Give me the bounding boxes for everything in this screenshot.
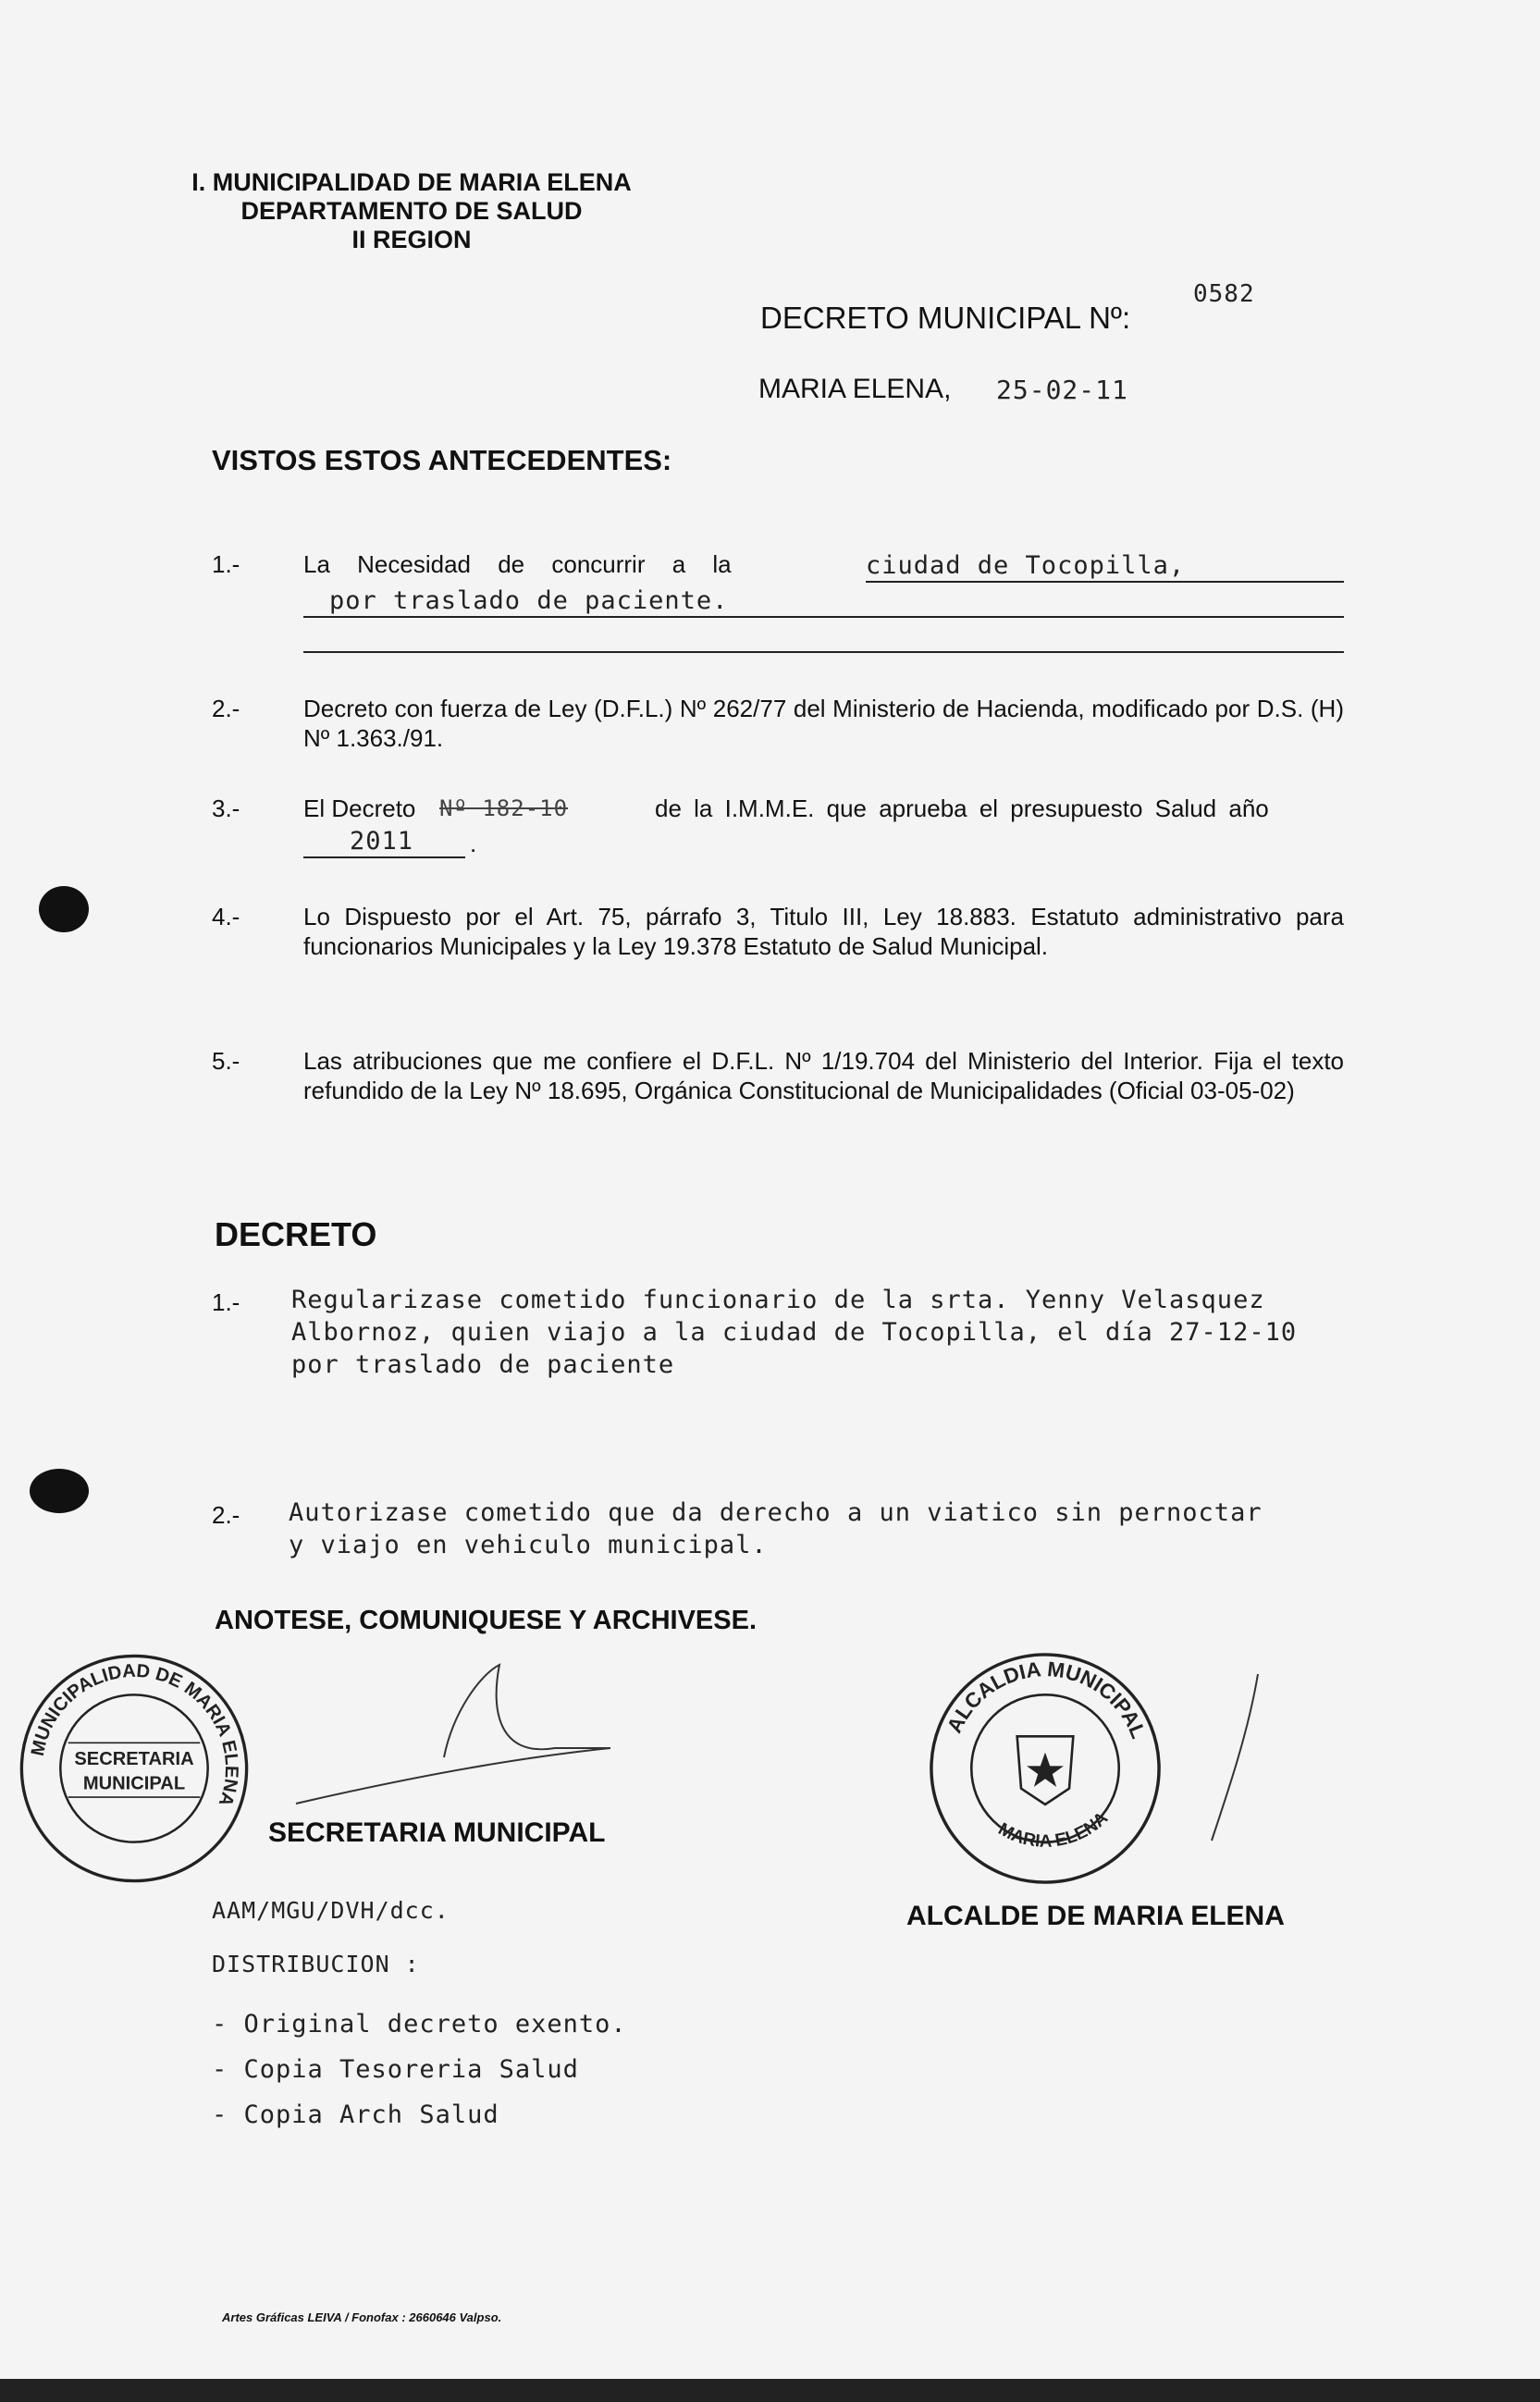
vistos-item-text: La Necesidad de concurrir a la (303, 550, 732, 578)
closing-text: ANOTESE, COMUNIQUESE Y ARCHIVESE. (215, 1606, 758, 1635)
seal-text: MUNICIPAL (82, 1773, 186, 1794)
date: 25-02-11 (996, 375, 1128, 405)
header-line-3: II REGION (351, 226, 472, 253)
place: MARIA ELENA, (758, 374, 952, 404)
svg-text:MARIA ELENA (995, 1808, 1113, 1852)
printer-footer: Artes Gráficas LEIVA / Fonofax : 2660646 Valpso. (222, 2310, 502, 2324)
signature-right-title: ALCALDE DE MARIA ELENA (906, 1901, 1285, 1931)
signature-strokes (1184, 1665, 1295, 1850)
distribution-title: DISTRIBUCION : (212, 1951, 420, 1977)
vistos-item-number: 1.- (212, 550, 240, 578)
distribution-item: - Original decreto exento. (212, 2010, 627, 2039)
decreto-item-line: Albornoz, quien viajo a la ciudad de Tocopilla, el día 27-12-10 (291, 1318, 1298, 1347)
distribution-item: - Copia Tesoreria Salud (212, 2055, 579, 2084)
signature-strokes (277, 1656, 925, 1813)
distribution-item: - Copia Arch Salud (212, 2100, 499, 2129)
municipal-seal-left (14, 1648, 254, 1889)
decree-number-label: DECRETO MUNICIPAL Nº: (760, 301, 1131, 335)
decreto-item-number: 2.- (212, 1501, 240, 1529)
seal-text: MARIA ELENA (994, 1808, 1113, 1852)
vistos-item-number: 3.- (212, 795, 240, 822)
vistos-item-text: de la I.M.M.E. que aprueba el presupuesto Salud año (655, 795, 1269, 822)
vistos-item-number: 2.- (212, 695, 240, 722)
punch-hole (39, 886, 89, 932)
decreto-item-line: por traslado de paciente (291, 1350, 675, 1379)
vistos-title: VISTOS ESTOS ANTECEDENTES: (212, 444, 672, 476)
header-line-2: DEPARTAMENTO DE SALUD (240, 197, 583, 225)
vistos-item-text: Lo Dispuesto por el Art. 75, párrafo 3, Titulo III, Ley 18.883. Estatuto administrativo para funcionarios Municipales y la Ley 19.378 Estatuto de Salud Municipal. (303, 903, 1344, 960)
vistos-item-text: Las atribuciones que me confiere el D.F.L. Nº 1/19.704 del Ministerio del Interior. Fija el texto refundido de la Ley Nº 18.695, Orgánica Constitucional de Municipalidades (Oficial 03-05-02) (303, 1047, 1344, 1104)
vistos-item-end: . (470, 830, 477, 857)
signature-left-title: SECRETARIA MUNICIPAL (268, 1817, 606, 1848)
decreto-item-line: Autorizase cometido que da derecho a un viatico sin pernoctar (289, 1498, 1263, 1527)
seal-text: ALCALDIA MUNICIPAL (942, 1657, 1151, 1743)
struck-number: Nº 182-10 (439, 795, 569, 821)
punch-hole (30, 1469, 89, 1513)
vistos-item-text: Decreto con fuerza de Ley (D.F.L.) Nº 262/77 del Ministerio de Hacienda, modificado por D.S. (H) Nº 1.363./91. (303, 695, 1344, 752)
header-line-1: I. MUNICIPALIDAD DE MARIA ELENA (191, 168, 632, 196)
decreto-item-number: 1.- (212, 1288, 240, 1316)
vistos-item-fill: por traslado de paciente. (303, 586, 1344, 618)
vistos-item-text: El Decreto (303, 795, 416, 822)
municipal-seal-right (925, 1648, 1165, 1889)
blank-line (303, 651, 1344, 653)
seal-text: MUNICIPALIDAD DE MARIA ELENA (27, 1660, 242, 1809)
initials: AAM/MGU/DVH/dcc. (212, 1897, 450, 1924)
decreto-item-line: y viajo en vehiculo municipal. (289, 1531, 768, 1559)
vistos-item-number: 5.- (212, 1047, 240, 1075)
decreto-item-line: Regularizase cometido funcionario de la srta. Yenny Velasquez (291, 1286, 1265, 1314)
decree-number: 0582 (1193, 280, 1255, 308)
svg-text:ALCALDIA MUNICIPAL (942, 1657, 1151, 1742)
vistos-item-fill: 2011 (303, 827, 465, 858)
decreto-title: DECRETO (215, 1215, 377, 1253)
seal-text: SECRETARIA (74, 1748, 194, 1769)
vistos-item-fill: ciudad de Tocopilla, (866, 551, 1344, 583)
vistos-item-number: 4.- (212, 903, 240, 930)
scan-edge (0, 2379, 1540, 2402)
